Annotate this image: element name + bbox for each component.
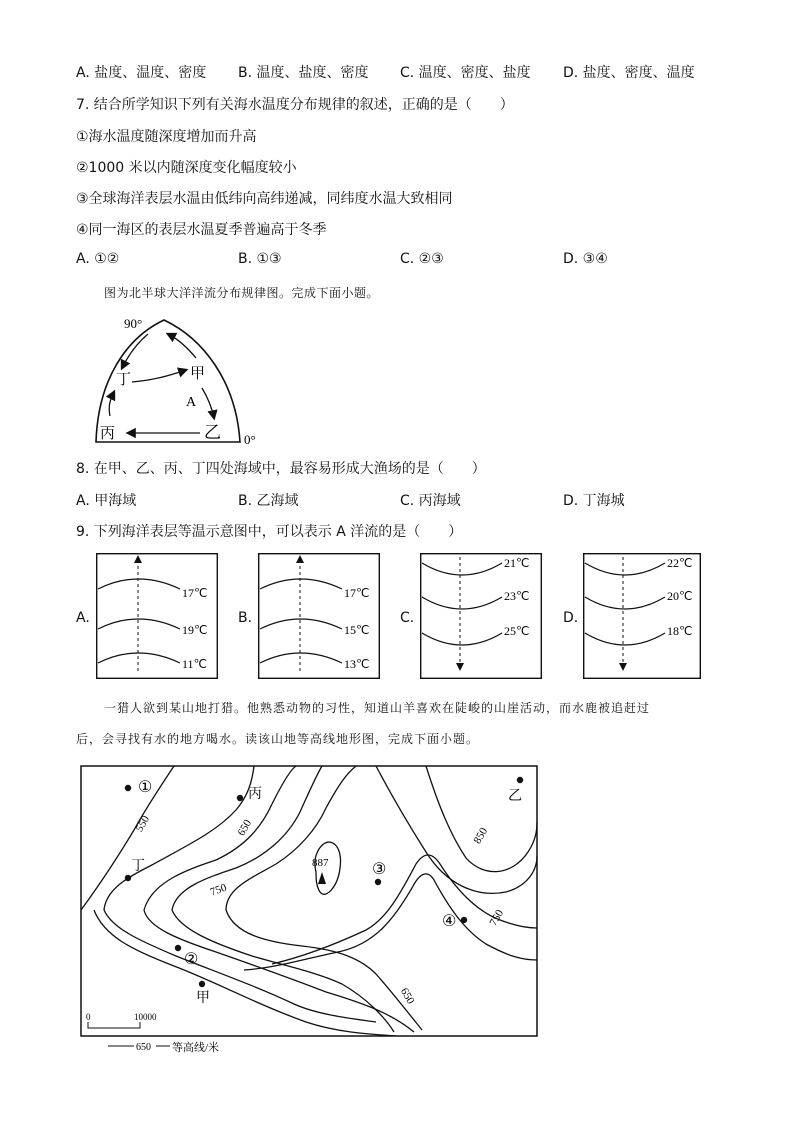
point-1-label: ①: [138, 779, 153, 796]
isotherm-panel-a[interactable]: [96, 553, 218, 679]
legend-contour-label: 等高线/米: [172, 1042, 220, 1054]
ocean-current-diagram: [76, 310, 276, 450]
point-2-label: ②: [184, 951, 199, 968]
label-ding: 丁: [116, 372, 132, 388]
panel-b-temp-3: 13℃: [344, 657, 370, 671]
contour-label-750-right: 750: [487, 907, 507, 928]
point-yi-label: 乙: [508, 789, 522, 804]
q9-letter-b[interactable]: B.: [238, 610, 253, 626]
q8-option-b[interactable]: B. 乙海域: [238, 493, 299, 509]
point-ding-label: 丁: [131, 859, 145, 874]
panel-b-temp-1: 17℃: [344, 586, 370, 600]
arrow-a-current: [202, 388, 214, 418]
panel-d-temp-3: 18℃: [667, 624, 693, 638]
intro-hunter-line-2: 后，会寻找有水的地方喝水。读该山地等高线地形图，完成下面小题。: [76, 732, 480, 746]
contour-label-650-top: 650: [235, 817, 255, 838]
isotherm-panel-b[interactable]: [258, 553, 380, 679]
point-jia-dot: [199, 981, 205, 987]
panel-d-temp-2: 20℃: [667, 589, 693, 603]
q8-option-a[interactable]: A. 甲海域: [76, 493, 137, 509]
q7-stem: 7. 结合所学知识下列有关海水温度分布规律的叙述，正确的是（ ）: [76, 97, 514, 113]
q6-option-b[interactable]: B. 温度、盐度、密度: [238, 65, 369, 81]
panel-c-temp-3: 25℃: [504, 624, 530, 638]
q7-options: [0, 251, 794, 271]
intro-hunter-line-1: 一猎人欲到某山地打猎。他熟悉动物的习性，知道山羊喜欢在陡峻的山崖活动，而水鹿被追赶过: [104, 701, 651, 715]
q9-stem: 9. 下列海洋表层等温示意图中，可以表示 A 洋流的是（ ）: [76, 524, 463, 540]
contour-map: [76, 760, 546, 1060]
q8-options: [0, 490, 794, 510]
contour-label-850: 850: [471, 825, 491, 846]
q7-statement-3: ③全球海洋表层水温由低纬向高纬递减，同纬度水温大致相同: [76, 191, 453, 207]
point-bing-dot: [237, 795, 243, 801]
point-2-dot: [175, 945, 181, 951]
label-jia: 甲: [190, 366, 206, 382]
point-jia-label: 甲: [196, 991, 210, 1006]
q7-option-c[interactable]: C. ②③: [400, 251, 444, 267]
isotherm-panel-c[interactable]: [420, 553, 542, 679]
arrow-ding-to-jia: [132, 370, 186, 382]
panel-d-temp-1: 22℃: [667, 556, 693, 570]
q9-letter-a[interactable]: A.: [76, 610, 90, 626]
scale-zero-label: 0: [86, 1012, 91, 1022]
q9-letter-c[interactable]: C.: [400, 610, 415, 626]
q9-letter-d[interactable]: D.: [563, 610, 579, 626]
arrow-bing-up: [109, 392, 114, 416]
q7-option-d[interactable]: D. ③④: [563, 251, 608, 267]
point-1-dot: [125, 785, 131, 791]
label-a: A: [186, 395, 197, 410]
q6-option-a[interactable]: A. 盐度、温度、密度: [76, 65, 207, 81]
q7-statement-2: ②1000 米以内随深度变化幅度较小: [76, 160, 297, 176]
contour-label-650-bottom: 650: [397, 986, 417, 1007]
label-yi: 乙: [204, 423, 221, 442]
panel-a-temp-2: 19℃: [182, 623, 208, 637]
q6-option-d[interactable]: D. 盐度、密度、温度: [563, 65, 695, 81]
point-yi-dot: [517, 777, 523, 783]
lat-0-label: 0°: [244, 432, 256, 447]
scale-bar: [88, 1022, 140, 1028]
point-4-label: ④: [442, 913, 457, 930]
q8-option-c[interactable]: C. 丙海域: [400, 493, 461, 509]
peak-elevation-label: 887: [312, 857, 329, 869]
isotherm-panel-d[interactable]: [583, 553, 701, 679]
peak-triangle-icon: [318, 872, 326, 884]
q6-option-c[interactable]: C. 温度、密度、盐度: [400, 65, 531, 81]
lat-90-label: 90°: [124, 316, 143, 331]
point-bing-label: 丙: [248, 787, 262, 802]
scale-value-label: 10000: [134, 1012, 157, 1022]
q8-stem: 8. 在甲、乙、丙、丁四处海域中，最容易形成大渔场的是（ ）: [76, 461, 486, 477]
q7-statement-4: ④同一海区的表层水温夏季普遍高于冬季: [76, 222, 327, 238]
intro-ocean-currents: 图为北半球大洋洋流分布规律图。完成下面小题。: [104, 286, 380, 300]
q7-option-a[interactable]: A. ①②: [76, 251, 120, 267]
point-4-dot: [461, 917, 467, 923]
q7-option-b[interactable]: B. ①③: [238, 251, 282, 267]
panel-b-temp-2: 15℃: [344, 623, 370, 637]
panel-c-temp-2: 23℃: [504, 589, 530, 603]
panel-a-temp-3: 11℃: [182, 657, 208, 671]
point-3-dot: [375, 879, 381, 885]
point-3-label: ③: [372, 861, 387, 878]
point-ding-dot: [125, 875, 131, 881]
label-bing: 丙: [100, 426, 116, 442]
panel-c-temp-1: 21℃: [504, 556, 530, 570]
panel-a-temp-1: 17℃: [182, 586, 208, 600]
q7-statement-1: ①海水温度随深度增加而升高: [76, 129, 257, 145]
q8-option-d[interactable]: D. 丁海城: [563, 493, 625, 509]
q6-options: [0, 62, 794, 82]
contour-label-750-left: 750: [208, 881, 229, 899]
contour-label-550: 550: [133, 813, 153, 834]
legend-contour-value: 650: [136, 1042, 151, 1053]
